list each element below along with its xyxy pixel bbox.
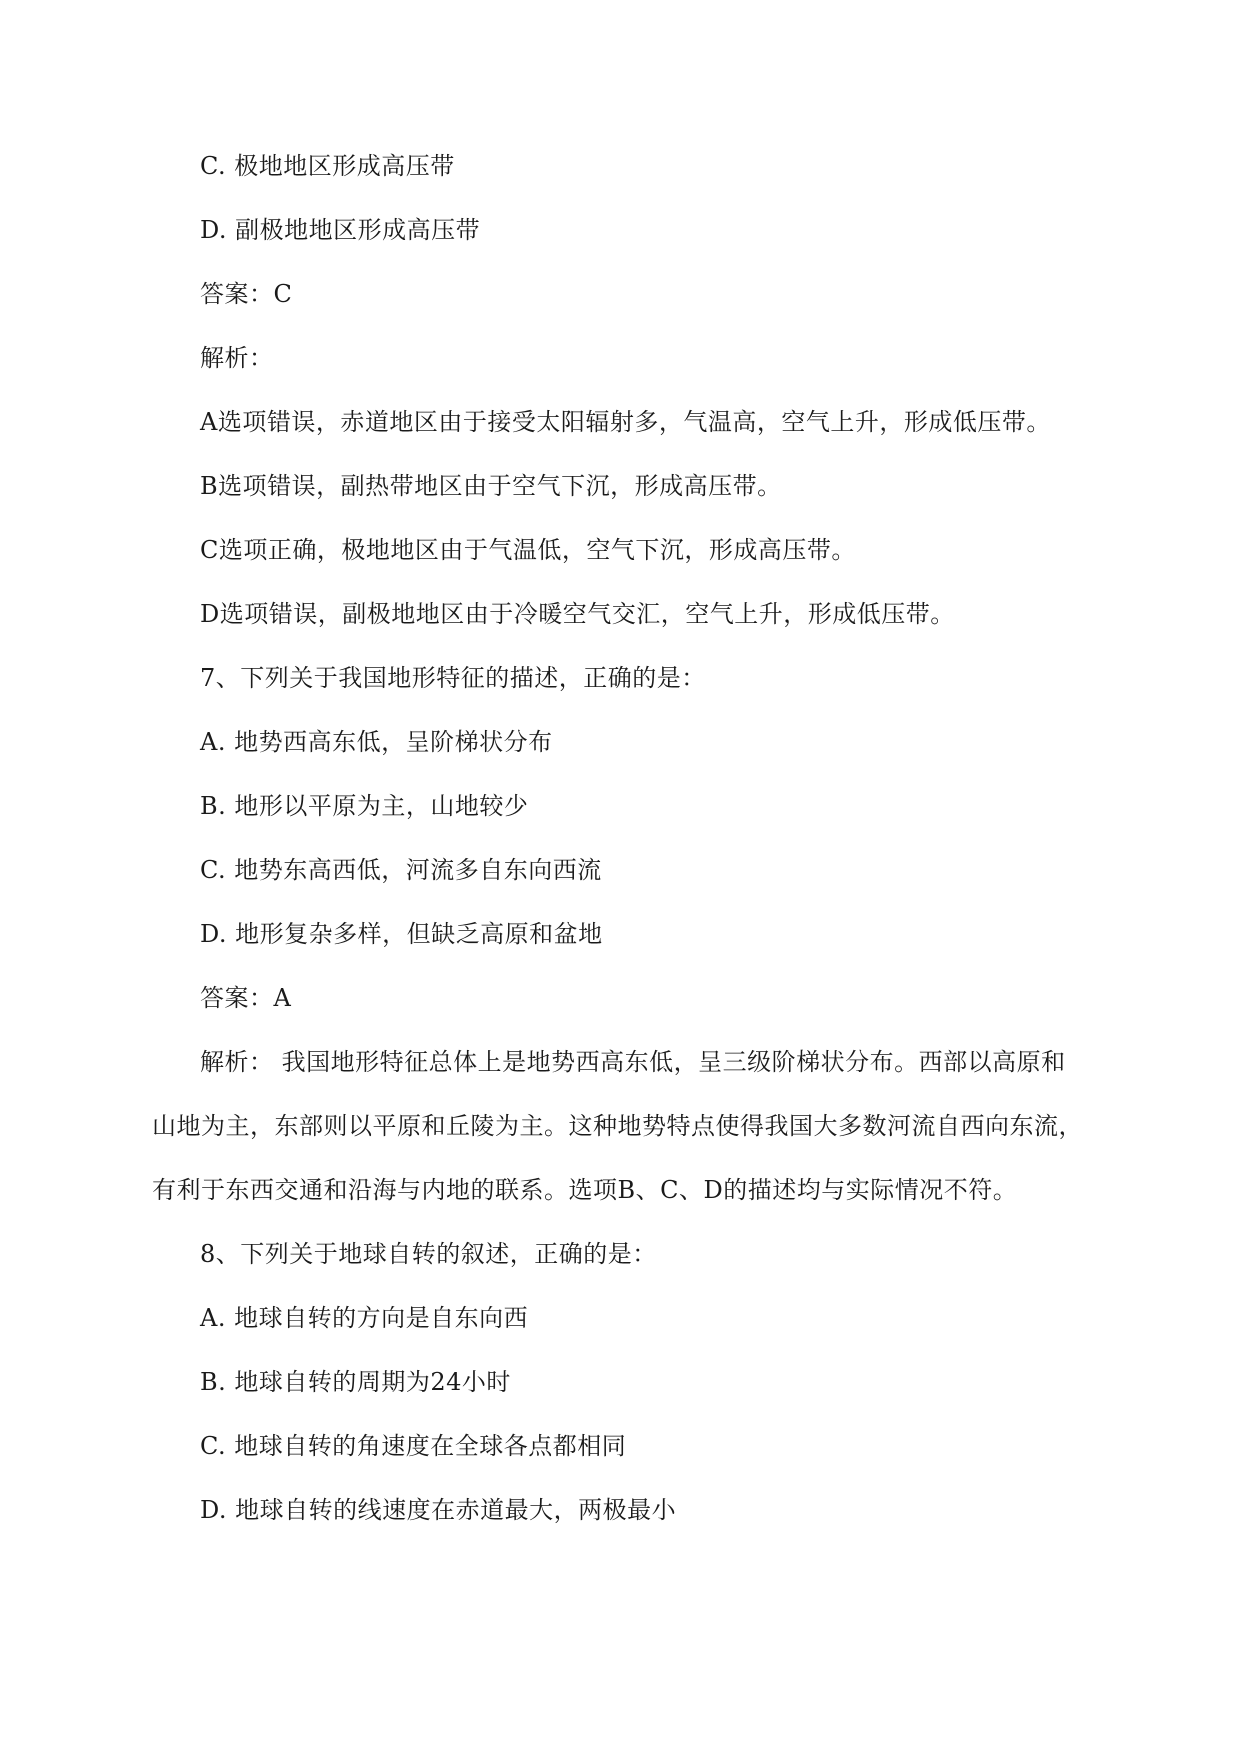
- q7-stem: 7、下列关于我国地形特征的描述，正确的是：: [200, 664, 706, 692]
- q8-stem: 8、下列关于地球自转的叙述，正确的是：: [200, 1240, 657, 1268]
- q6-analysis-line: A选项错误，赤道地区由于接受太阳辐射多，气温高，空气上升，形成低压带。: [200, 408, 1051, 436]
- q7-answer: 答案：A: [200, 984, 292, 1012]
- q6-answer: 答案：C: [200, 280, 293, 308]
- q6-analysis-line: B选项错误，副热带地区由于空气下沉，形成高压带。: [200, 472, 782, 500]
- q7-option-c: C. 地势东高西低，河流多自东向西流: [200, 856, 602, 884]
- q8-option-b: B. 地球自转的周期为24小时: [200, 1368, 511, 1396]
- q8-option-d: D. 地球自转的线速度在赤道最大，两极最小: [200, 1496, 677, 1524]
- q7-option-a: A. 地势西高东低，呈阶梯状分布: [200, 728, 553, 756]
- q8-option-c: C. 地球自转的角速度在全球各点都相同: [200, 1432, 627, 1460]
- q6-analysis-line: D选项错误，副极地地区由于冷暖空气交汇，空气上升，形成低压带。: [200, 600, 955, 628]
- q8-option-a: A. 地球自转的方向是自东向西: [200, 1304, 529, 1332]
- q6-analysis-label: 解析：: [200, 344, 274, 372]
- q7-analysis-line: 解析： 我国地形特征总体上是地势西高东低，呈三级阶梯状分布。西部以高原和: [200, 1048, 1066, 1076]
- q6-option-c: C. 极地地区形成高压带: [200, 152, 455, 180]
- q7-option-b: B. 地形以平原为主，山地较少: [200, 792, 529, 820]
- q6-analysis-line: C选项正确，极地地区由于气温低，空气下沉，形成高压带。: [200, 536, 856, 564]
- q7-analysis-line: 有利于东西交通和沿海与内地的联系。选项B、C、D的描述均与实际情况不符。: [152, 1176, 1018, 1204]
- q6-option-d: D. 副极地地区形成高压带: [200, 216, 481, 244]
- q7-analysis-line: 山地为主，东部则以平原和丘陵为主。这种地势特点使得我国大多数河流自西向东流，: [152, 1112, 1083, 1140]
- q7-option-d: D. 地形复杂多样，但缺乏高原和盆地: [200, 920, 603, 948]
